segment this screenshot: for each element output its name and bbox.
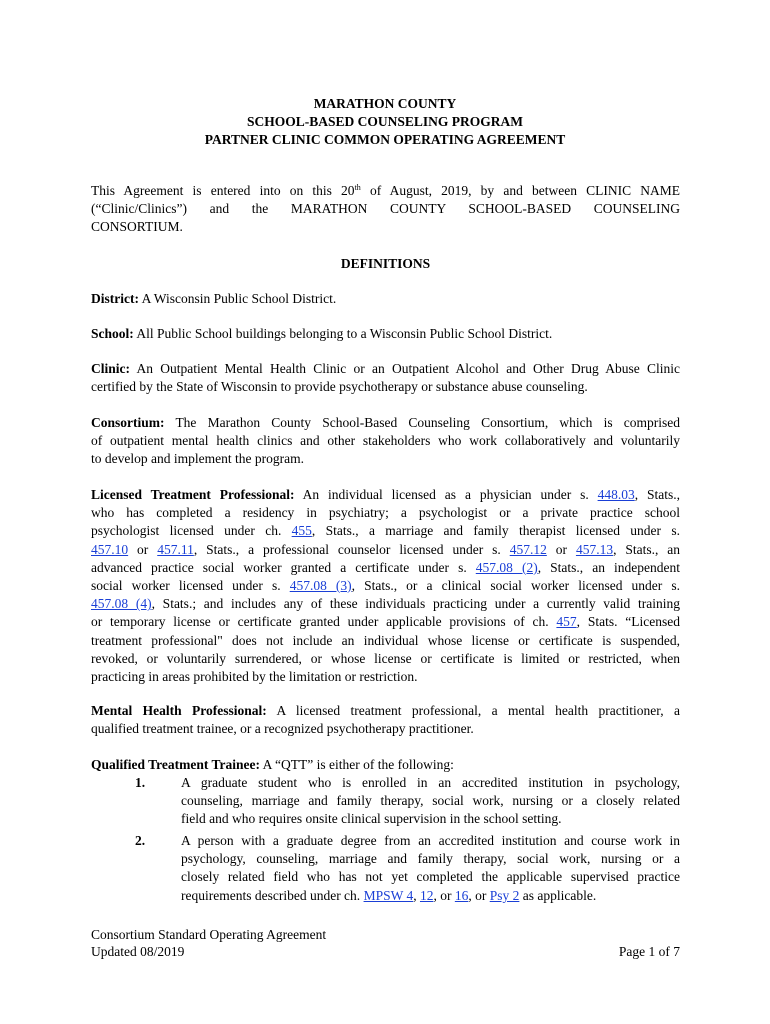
definition-text: or [128, 541, 158, 557]
list-item [181, 774, 680, 829]
term-label: Mental Health Professional: [91, 703, 267, 718]
list-item-text: requirements described under ch. [181, 887, 364, 903]
definition-text: revoked, or voluntarily surrendered, or whose license or certificate is limited or restricted, when [91, 650, 680, 666]
term-label: Clinic: [91, 361, 130, 376]
definition-mental-health-professional [91, 702, 680, 738]
definition-text: , Stats., an [613, 541, 681, 557]
link-457-10[interactable]: 457.10 [91, 541, 129, 557]
page-number: Page 1 of 7 [618, 944, 680, 959]
definition-text: A “QTT” is either of the following: [259, 757, 454, 772]
title-line-2: SCHOOL-BASED COUNSELING PROGRAM [246, 114, 524, 129]
definition-text: practicing in areas prohibited by the limitation or restriction. [91, 669, 418, 685]
link-457-12[interactable]: 457.12 [509, 541, 547, 557]
definition-text: advanced practice social worker granted a certificate under s. [91, 559, 476, 575]
definition-text: All Public School buildings belonging to a Wisconsin Public School District. [133, 326, 553, 341]
list-item-text: A person with a graduate degree from an accredited institution and course work in [181, 833, 680, 848]
term-label: District: [91, 291, 139, 306]
list-item-number: 2. [135, 833, 146, 848]
intro-text: This Agreement is entered into on this 20 [91, 183, 355, 198]
definition-text: of outpatient mental health clinics and other stakeholders who work collaboratively and voluntarily [91, 433, 680, 449]
link-mpsw-4[interactable]: MPSW 4 [363, 887, 414, 903]
definition-text: , Stats., an independent [537, 559, 680, 575]
intro-text: CONSORTIUM. [91, 219, 183, 235]
link-448-03[interactable]: 448.03 [597, 487, 635, 502]
definition-text: certified by the State of Wisconsin to provide psychotherapy or substance abuse counseling. [91, 379, 588, 395]
definition-text: , Stats., or a clinical social worker licensed under s. [351, 578, 680, 594]
list-item-text: closely related field who has not yet completed the applicable supervised practice [181, 869, 680, 885]
term-label: Licensed Treatment Professional: [91, 487, 295, 502]
definition-text: , Stats., a marriage and family therapist licensed under s. [311, 523, 681, 539]
document-title [0, 95, 770, 149]
list-item-number: 1. [135, 775, 146, 790]
term-label: School: [91, 326, 134, 341]
link-12[interactable]: 12 [419, 887, 434, 903]
list-item-text: field and who requires onsite clinical supervision in the school setting. [181, 811, 562, 827]
definition-text: , Stats.; and includes any of these individuals practicing under a currently valid training [151, 596, 681, 612]
list-item-text: , or [468, 887, 490, 903]
definition-clinic [91, 360, 680, 396]
list-item-text: A graduate student who is enrolled in an accredited institution in psychology, [181, 775, 680, 790]
definition-district [91, 290, 680, 308]
link-455[interactable]: 455 [291, 523, 312, 539]
definition-text: , Stats. “Licensed [576, 614, 680, 630]
footer-updated: Updated 08/2019 [91, 944, 185, 959]
link-457-08-3[interactable]: 457.08 (3) [289, 578, 352, 594]
title-line-1: MARATHON COUNTY [313, 96, 457, 111]
link-457-08-4[interactable]: 457.08 (4) [91, 596, 152, 612]
definition-text: , Stats., [634, 487, 680, 502]
definition-text: who has completed a residency in psychiatry; a psychologist or a private practice school [91, 505, 680, 521]
link-457-13[interactable]: 457.13 [575, 541, 614, 557]
definition-text: psychologist licensed under ch. [91, 523, 292, 539]
definition-text: A Wisconsin Public School District. [138, 291, 337, 306]
definition-text: to develop and implement the program. [91, 451, 304, 467]
list-item [181, 832, 680, 905]
link-457-11[interactable]: 457.11 [157, 541, 194, 557]
definition-text: qualified treatment trainee, or a recognized psychotherapy practitioner. [91, 721, 474, 737]
link-457-08-2[interactable]: 457.08 (2) [475, 559, 538, 575]
title-line-3: PARTNER CLINIC COMMON OPERATING AGREEMENT [204, 132, 566, 147]
link-psy-2[interactable]: Psy 2 [489, 887, 520, 903]
list-item-text: , or [433, 887, 455, 903]
page-footer [91, 926, 680, 960]
definition-text: An individual licensed as a physician under s. [294, 487, 598, 502]
link-16[interactable]: 16 [454, 887, 469, 903]
link-457[interactable]: 457 [556, 614, 577, 630]
definition-text: , Stats., a professional counselor licensed under s. [193, 541, 510, 557]
list-item-text: counseling, marriage and family therapy, social work, nursing or a closely related [181, 793, 680, 809]
term-label: Consortium: [91, 415, 165, 430]
definition-consortium [91, 414, 680, 469]
term-label: Qualified Treatment Trainee: [91, 757, 260, 772]
list-item-text: , [413, 887, 420, 903]
list-item-text: as applicable. [519, 887, 597, 903]
intro-text: of August, 2019, by and between CLINIC NAME [360, 183, 681, 198]
footer-title: Consortium Standard Operating Agreement [91, 927, 327, 942]
definition-school [91, 325, 680, 343]
definition-text: or temporary license or certificate granted under applicable provisions of ch. [91, 614, 557, 630]
intro-text: (“Clinic/Clinics”) and the MARATHON COUNTY SCHOOL-BASED COUNSELING [91, 201, 680, 217]
definition-text: social worker licensed under s. [91, 578, 290, 594]
definition-text: A licensed treatment professional, a mental health practitioner, a [266, 703, 680, 718]
definition-text: The Marathon County School-Based Counseling Consortium, which is comprised [164, 415, 680, 430]
definition-qualified-treatment-trainee [91, 756, 680, 916]
definition-licensed-treatment-professional [91, 486, 680, 686]
definition-text: or [546, 541, 576, 557]
definition-text: An Outpatient Mental Health Clinic or an Outpatient Alcohol and Other Drug Abuse Clinic [130, 361, 680, 376]
intro-paragraph [91, 182, 680, 237]
intro-superscript: th [354, 183, 361, 192]
list-item-text: psychology, counseling, marriage and family therapy, social work, nursing or a [181, 851, 680, 867]
definition-text: treatment professional" does not include an individual whose license or certificate is suspended, [91, 632, 680, 648]
definitions-heading: DEFINITIONS [340, 256, 431, 271]
